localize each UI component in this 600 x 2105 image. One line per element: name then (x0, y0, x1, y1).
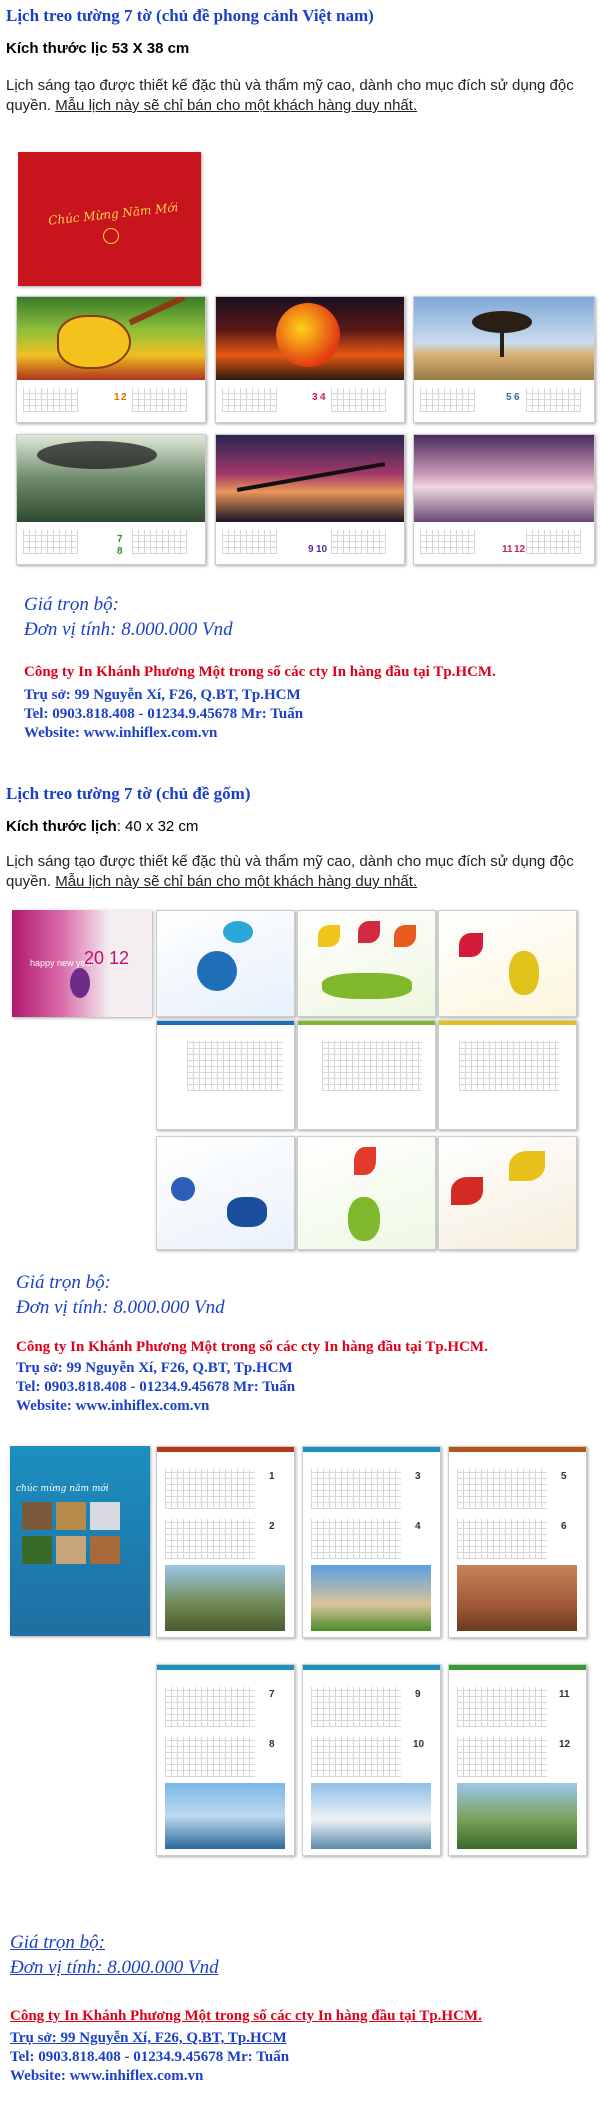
section2-price-label: Giá trọn bộ: (16, 1272, 111, 1293)
section1-company-name: Công ty In Khánh Phương Một trong số các cty In hàng đầu tại Tp.HCM. (24, 664, 496, 680)
section3-website-link[interactable]: Website: www.inhiflex.com.vn (10, 2068, 204, 2084)
month-number-5: 5 (506, 392, 512, 403)
section3-phone: Tel: 0903.818.408 - 01234.9.45678 Mr: Tuấn (10, 2049, 290, 2065)
section2-page-blue-flowers (156, 1136, 295, 1250)
section3-calendar-page-2 (302, 1446, 441, 1638)
section1-description (6, 76, 576, 116)
section2-size-value: : 40 x 32 cm (116, 818, 199, 835)
section3-calendar-page-6 (448, 1664, 587, 1856)
section2-page-red-leaves (438, 1136, 577, 1250)
section1-phone: Tel: 0903.818.408 - 01234.9.45678 Mr: Tuấn (24, 706, 304, 722)
section2-contact-block (16, 1359, 295, 1416)
s3-month-number-7: 7 (269, 1689, 275, 1700)
section2-desc-part2: Mẫu lịch này sẽ chỉ bán cho một khách hàng duy nhất. (55, 873, 418, 890)
section2-page-green-bottle (297, 1136, 436, 1250)
section3-company-name: Công ty In Khánh Phương Một trong số các cty In hàng đầu tại Tp.HCM. (10, 2008, 482, 2024)
section1-calendar-page-6 (413, 434, 595, 565)
section1-size-label: Kích thước lịc 53 X 38 cm (6, 40, 190, 57)
month-number-1: 1 (114, 392, 120, 403)
section2-size-line (6, 818, 198, 835)
section2-page-blue-vase (156, 910, 295, 1017)
misty-mountain-photo (414, 435, 594, 522)
sunset-bridge-photo (216, 435, 404, 522)
lake-tree-photo (17, 435, 205, 522)
section3-calendar-page-4 (156, 1664, 295, 1856)
section2-calendar-grid-3 (438, 1020, 577, 1130)
section1-calendar-page-2 (215, 296, 405, 423)
section3-calendar-page-5 (302, 1664, 441, 1856)
month-number-10: 10 (316, 544, 328, 555)
month-number-7: 7 (117, 534, 123, 545)
section1-website-link[interactable]: Website: www.inhiflex.com.vn (24, 725, 218, 741)
section1-price-block (24, 592, 233, 642)
section1-title: Lịch treo tường 7 tờ (chủ đề phong cảnh Việt nam) (6, 6, 374, 25)
section3-contact-block (10, 2029, 289, 2086)
petra-photo (457, 1565, 577, 1631)
section2-phone: Tel: 0903.818.408 - 01234.9.45678 Mr: Tuấn (16, 1379, 296, 1395)
section2-cover-image (12, 910, 152, 1017)
month-number-6: 6 (514, 392, 520, 403)
tree-landscape-photo (414, 297, 594, 380)
guitar-landscape-photo (17, 297, 205, 380)
section1-desc-part1: Lịch sáng tạo được thiết kế đặc thù và thẩm mỹ cao, dành cho mục đích sử dụng độc quyền. (6, 77, 574, 114)
section2-cover-year: 20 12 (84, 948, 130, 968)
s3-month-number-10: 10 (413, 1739, 425, 1750)
section1-cover-image (18, 152, 201, 286)
section3-cover-text: chúc mừng năm mới (16, 1484, 109, 1494)
section1-calendar-page-1 (16, 296, 206, 423)
month-number-3: 3 (312, 392, 318, 403)
month-number-2: 2 (121, 392, 127, 403)
s3-month-number-8: 8 (269, 1739, 275, 1750)
s3-month-number-4: 4 (415, 1521, 421, 1532)
s3-month-number-3: 3 (415, 1471, 421, 1482)
section1-calendar-page-3 (413, 296, 595, 423)
month-number-4: 4 (320, 392, 326, 403)
section3-calendar-page-1 (156, 1446, 295, 1638)
section2-calendar-grid-1 (156, 1020, 295, 1130)
month-number-12: 12 (514, 544, 526, 555)
month-number-11: 11 (502, 544, 513, 555)
section3-calendar-page-3 (448, 1446, 587, 1638)
section1-price-label: Giá trọn bộ: (24, 594, 119, 615)
section1-calendar-page-5 (215, 434, 405, 565)
month-number-8: 8 (117, 546, 123, 557)
chichen-itza-photo (457, 1783, 577, 1849)
section2-description (6, 852, 576, 892)
section1-address: Trụ sở: 99 Nguyễn Xí, F26, Q.BT, Tp.HCM (24, 687, 301, 703)
s3-month-number-11: 11 (559, 1689, 570, 1700)
christ-redeemer-photo (165, 1783, 285, 1849)
seal-icon (103, 228, 119, 244)
section2-website-link[interactable]: Website: www.inhiflex.com.vn (16, 1398, 210, 1414)
section2-cover-text: happy new year (30, 958, 94, 968)
s3-month-number-9: 9 (415, 1689, 421, 1700)
s3-month-number-6: 6 (561, 1521, 567, 1532)
section3-unit-price: Đơn vị tính: 8.000.000 Vnd (10, 1957, 219, 1978)
section2-price-block (16, 1270, 225, 1320)
section2-calendar-grid-2 (297, 1020, 436, 1130)
section2-page-yellow-vase (438, 910, 577, 1017)
section3-price-label: Giá trọn bộ: (10, 1932, 105, 1953)
section2-address: Trụ sở: 99 Nguyễn Xí, F26, Q.BT, Tp.HCM (16, 1360, 293, 1376)
section2-page-green-vases (297, 910, 436, 1017)
section1-cover-text: Chúc Mừng Năm Mới (47, 200, 179, 228)
section3-cover-image (10, 1446, 150, 1636)
month-number-9: 9 (308, 544, 314, 555)
section1-desc-part2: Mẫu lịch này sẽ chỉ bán cho một khách hàng duy nhất. (55, 97, 418, 114)
s3-month-number-2: 2 (269, 1521, 275, 1532)
section2-company-name: Công ty In Khánh Phương Một trong số các cty In hàng đầu tại Tp.HCM. (16, 1339, 488, 1355)
section1-calendar-page-4 (16, 434, 206, 565)
colosseum-photo (311, 1565, 431, 1631)
section3-address: Trụ sở: 99 Nguyễn Xí, F26, Q.BT, Tp.HCM (10, 2030, 287, 2046)
section2-desc-part1: Lịch sáng tạo được thiết kế đặc thù và thẩm mỹ cao, dành cho mục đích sử dụng độc quyền. (6, 853, 574, 890)
section3-price-block (10, 1930, 219, 1980)
section2-size-label: Kích thước lịch (6, 818, 117, 835)
s3-month-number-12: 12 (559, 1739, 571, 1750)
vase-icon (70, 968, 90, 998)
section2-unit-price: Đơn vị tính: 8.000.000 Vnd (16, 1297, 225, 1318)
great-wall-photo (165, 1565, 285, 1631)
s3-month-number-1: 1 (269, 1471, 275, 1482)
s3-month-number-5: 5 (561, 1471, 567, 1482)
balloon-photo (216, 297, 404, 380)
section1-contact-block (24, 686, 303, 743)
taj-mahal-photo (311, 1783, 431, 1849)
section1-unit-price: Đơn vị tính: 8.000.000 Vnd (24, 619, 233, 640)
section2-title: Lịch treo tường 7 tờ (chủ đề gốm) (6, 784, 251, 803)
